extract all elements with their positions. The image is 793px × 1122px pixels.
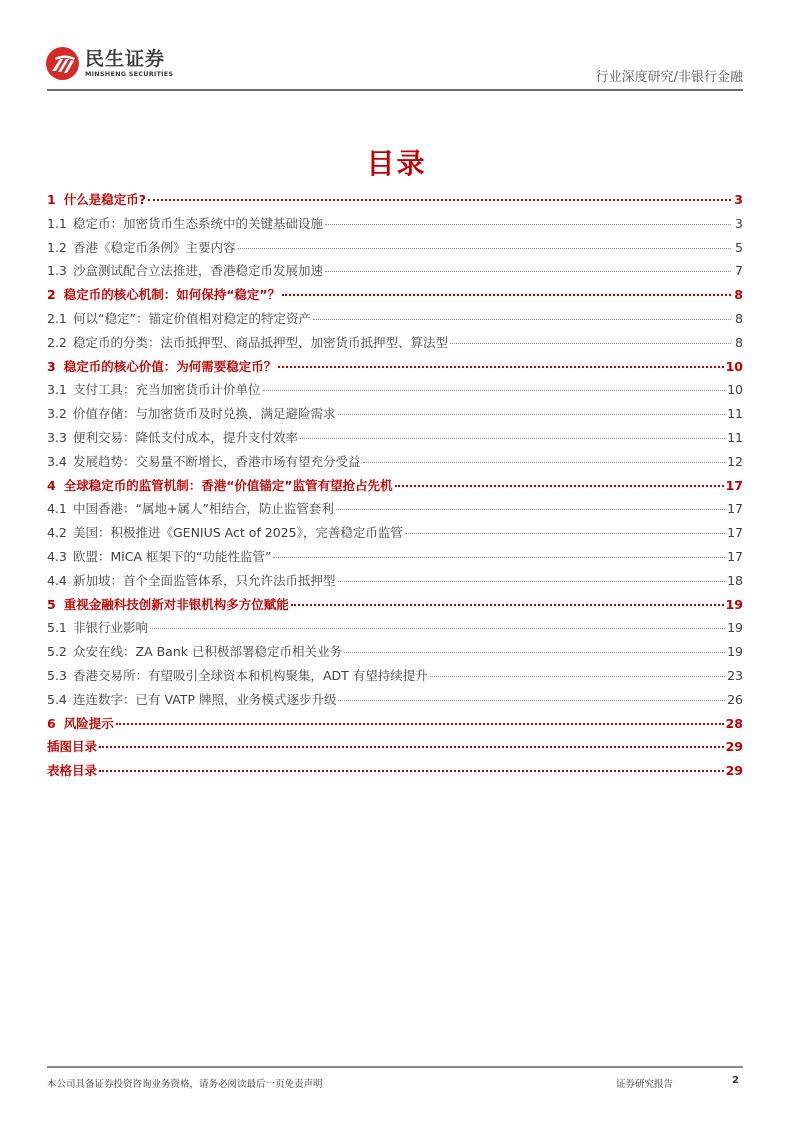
- toc-entry-page: 19: [725, 596, 743, 612]
- toc-entry-page: 19: [727, 620, 743, 636]
- toc-entry-number: 2.2: [47, 334, 67, 350]
- logo-chinese-name: 民生证券: [85, 48, 166, 70]
- toc-entry-number: 6: [47, 715, 56, 731]
- logo-english-name: MINSHENG SECURITIES: [85, 70, 174, 78]
- toc-entry-label: [47, 761, 97, 779]
- toc-entry-page: 28: [725, 715, 743, 731]
- toc-dot-leader: [148, 199, 731, 201]
- toc-dot-leader: [278, 366, 723, 368]
- toc-entry-page: 3: [735, 215, 743, 231]
- toc-entry-number: 3: [47, 358, 56, 374]
- toc-title: 目录: [366, 147, 427, 180]
- toc-entry-label: [47, 238, 236, 256]
- toc-entry-text: 全球稳定币的监管机制：香港“价值锚定”监管有望抢占先机: [63, 477, 393, 493]
- toc-entry-text: 中国香港：“属地+属人”相结合，防止监管套利: [73, 501, 334, 517]
- toc-dot-leader: [273, 557, 725, 558]
- toc-entry-text: 连连数字：已有 VATP 牌照，业务模式逐步升级: [73, 691, 337, 707]
- toc-entry-number: 4.4: [47, 572, 67, 588]
- toc-entry-page: 17: [727, 525, 743, 541]
- toc-entry-page: 29: [725, 763, 743, 779]
- toc-entry-section[interactable]: [47, 642, 743, 666]
- toc-entry-section[interactable]: [47, 261, 743, 285]
- toc-dot-leader: [395, 485, 724, 487]
- toc-entry-label: [47, 190, 146, 208]
- toc-entry-text: 稳定币的核心机制：如何保持“稳定”？: [63, 287, 281, 303]
- toc-dot-leader: [336, 509, 725, 510]
- toc-dot-leader: [300, 438, 725, 439]
- toc-dot-leader: [325, 271, 731, 272]
- toc-entry-label: [47, 642, 342, 660]
- toc-entry-page: 18: [727, 572, 743, 588]
- toc-entry-label: [47, 333, 448, 351]
- toc-dot-leader: [263, 390, 726, 391]
- toc-entry-section[interactable]: [47, 499, 743, 523]
- toc-entry-chapter[interactable]: [47, 190, 743, 214]
- toc-entry-page: 8: [735, 310, 743, 326]
- toc-entry-section[interactable]: [47, 404, 743, 428]
- toc-entry-label: [47, 476, 393, 494]
- toc-entry-text: 新加坡：首个全面监管体系，只允许法币抵押型: [73, 572, 336, 588]
- toc-entry-number: 1.1: [47, 215, 67, 231]
- toc-entry-chapter[interactable]: [47, 285, 743, 309]
- toc-entry-label: [47, 690, 336, 708]
- toc-entry-section[interactable]: [47, 380, 743, 404]
- toc-entry-chapter[interactable]: [47, 595, 743, 619]
- toc-entry-text: 插图目录: [47, 739, 98, 755]
- footer-doc-type: 证券研究报告: [616, 1079, 674, 1090]
- toc-dot-leader: [344, 652, 725, 653]
- toc-dot-leader: [338, 700, 725, 701]
- toc-entry-section[interactable]: [47, 618, 743, 642]
- toc-dot-leader: [150, 628, 725, 629]
- toc-entry-page: 5: [735, 239, 743, 255]
- toc-entry-number: 1.3: [47, 263, 67, 279]
- toc-dot-leader: [116, 723, 724, 725]
- toc-dot-leader: [363, 462, 726, 463]
- toc-entry-label: [47, 261, 323, 279]
- toc-entry-label: [47, 452, 361, 470]
- page-header: [0, 0, 793, 92]
- toc-entry-number: 1.2: [47, 239, 67, 255]
- header-divider: [47, 89, 743, 91]
- toc-entry-chapter[interactable]: [47, 714, 743, 738]
- toc-entry-number: 3.1: [47, 382, 67, 398]
- toc-entry-page: 10: [727, 382, 743, 398]
- toc-entry-page: 23: [727, 667, 743, 683]
- toc-entry-text: 便利交易：降低支付成本，提升支付效率: [73, 429, 299, 445]
- toc-entry-section[interactable]: [47, 690, 743, 714]
- toc-entry-number: 4.1: [47, 501, 67, 517]
- toc-entry-text: 稳定币：加密货币生态系统中的关键基础设施: [73, 215, 324, 231]
- toc-entry-chapter[interactable]: [47, 737, 743, 761]
- minsheng-logo-icon: [46, 47, 79, 80]
- toc-entry-section[interactable]: [47, 666, 743, 690]
- toc-entry-page: 17: [727, 501, 743, 517]
- toc-entry-section[interactable]: [47, 452, 743, 476]
- toc-entry-chapter[interactable]: [47, 476, 743, 500]
- toc-entry-text: 表格目录: [47, 763, 98, 779]
- toc-entry-page: 8: [735, 334, 743, 350]
- toc-entry-number: 3.2: [47, 406, 67, 422]
- toc-entry-number: 4.2: [47, 525, 67, 541]
- toc-entry-label: [47, 523, 403, 541]
- toc-entry-page: 12: [727, 453, 743, 469]
- toc-entry-section[interactable]: [47, 571, 743, 595]
- toc-dot-leader: [99, 746, 724, 748]
- toc-entry-section[interactable]: [47, 238, 743, 262]
- toc-entry-label: [47, 499, 334, 517]
- toc-entry-text: 何以“稳定”：锚定价值相对稳定的特定资产: [73, 310, 311, 326]
- toc-entry-number: 1: [47, 192, 56, 207]
- toc-entry-text: 欧盟：MiCA 框架下的“功能性监管”: [73, 548, 272, 564]
- toc-entry-text: 价值存储：与加密货币及时兑换，满足避险需求: [73, 406, 336, 422]
- toc-entry-section[interactable]: [47, 214, 743, 238]
- toc-dot-leader: [238, 248, 731, 249]
- toc-entry-text: 什么是稳定币?: [63, 192, 146, 207]
- toc-entry-text: 美国：积极推进《GENIUS Act of 2025》，完善稳定币监管: [73, 525, 403, 541]
- toc-dot-leader: [405, 533, 725, 534]
- toc-entry-number: 2.1: [47, 310, 67, 326]
- toc-dot-leader: [338, 581, 726, 582]
- toc-entry-number: 3.3: [47, 429, 67, 445]
- toc-entry-section[interactable]: [47, 428, 743, 452]
- footer-disclaimer: 本公司具备证券投资咨询业务资格，请务必阅读最后一页免责声明: [47, 1079, 323, 1090]
- toc-entry-section[interactable]: [47, 333, 743, 357]
- toc-entry-label: [47, 285, 280, 303]
- toc-entry-label: [47, 380, 261, 398]
- toc-entry-page: 17: [725, 477, 743, 493]
- toc-entry-label: [47, 357, 276, 375]
- toc-dot-leader: [450, 343, 731, 344]
- toc-entry-page: 17: [727, 548, 743, 564]
- toc-entry-text: 支付工具：充当加密货币计价单位: [73, 382, 261, 398]
- toc-entry-label: [47, 666, 428, 684]
- toc-entry-label: [47, 214, 323, 232]
- toc-dot-leader: [313, 319, 731, 320]
- toc-entry-number: 5: [47, 596, 56, 612]
- toc-entry-page: 3: [734, 192, 743, 207]
- toc-entry-page: 7: [735, 263, 743, 279]
- toc-entry-number: 5.2: [47, 644, 67, 660]
- toc-entry-label: [47, 404, 336, 422]
- toc-entry-number: 5.1: [47, 620, 67, 636]
- toc-entry-label: [47, 309, 311, 327]
- toc-entry-text: 稳定币的核心价值：为何需要稳定币？: [63, 358, 277, 374]
- page-number: 2: [732, 1075, 739, 1086]
- toc-entry-number: 5.3: [47, 667, 67, 683]
- toc-dot-leader: [325, 224, 731, 225]
- toc-entry-label: [47, 618, 148, 636]
- toc-entry-text: 稳定币的分类：法币抵押型、商品抵押型、加密货币抵押型、算法型: [73, 334, 449, 350]
- toc-dot-leader: [99, 770, 724, 772]
- toc-entry-label: [47, 428, 298, 446]
- toc-entry-text: 香港交易所：有望吸引全球资本和机构聚集，ADT 有望持续提升: [73, 667, 428, 683]
- report-category: 行业深度研究/非银行金融: [595, 70, 743, 85]
- toc-entry-page: 10: [725, 358, 743, 374]
- toc-entry-page: 29: [725, 739, 743, 755]
- toc-entry-page: 11: [727, 429, 743, 445]
- toc-dot-leader: [430, 676, 725, 677]
- toc-entry-number: 2: [47, 287, 56, 303]
- toc-entry-label: [47, 571, 336, 589]
- toc-entry-text: 重视金融科技创新对非银机构多方位赋能: [63, 596, 289, 612]
- toc-entry-page: 19: [727, 644, 743, 660]
- toc-entry-section[interactable]: [47, 523, 743, 547]
- toc-entry-chapter[interactable]: [47, 357, 743, 381]
- toc-dot-leader: [291, 604, 724, 606]
- toc-entry-text: 众安在线：ZA Bank 已积极部署稳定币相关业务: [73, 644, 342, 660]
- toc-entry-label: [47, 737, 97, 755]
- toc-entry-label: [47, 547, 271, 565]
- toc-entry-section[interactable]: [47, 547, 743, 571]
- toc-entry-label: [47, 714, 114, 732]
- toc-entry-label: [47, 595, 289, 613]
- toc-entry-page: 11: [727, 406, 743, 422]
- toc-entry-page: 26: [727, 691, 743, 707]
- toc-dot-leader: [338, 414, 726, 415]
- toc-entry-text: 沙盒测试配合立法推进，香港稳定币发展加速: [73, 263, 324, 279]
- footer-divider: [47, 1066, 743, 1068]
- toc-entry-number: 4: [47, 477, 56, 493]
- toc-dot-leader: [282, 294, 731, 296]
- toc-entry-number: 3.4: [47, 453, 67, 469]
- toc-entry-number: 5.4: [47, 691, 67, 707]
- toc-entry-section[interactable]: [47, 309, 743, 333]
- toc-entry-chapter[interactable]: [47, 761, 743, 785]
- toc-entry-page: 8: [734, 287, 743, 303]
- table-of-contents: [47, 190, 743, 785]
- toc-entry-text: 香港《稳定币条例》主要内容: [73, 239, 236, 255]
- toc-entry-text: 发展趋势：交易量不断增长，香港市场有望充分受益: [73, 453, 361, 469]
- toc-entry-text: 风险提示: [63, 715, 114, 731]
- toc-entry-text: 非银行业影响: [73, 620, 149, 636]
- toc-entry-number: 4.3: [47, 548, 67, 564]
- company-logo: [46, 47, 173, 80]
